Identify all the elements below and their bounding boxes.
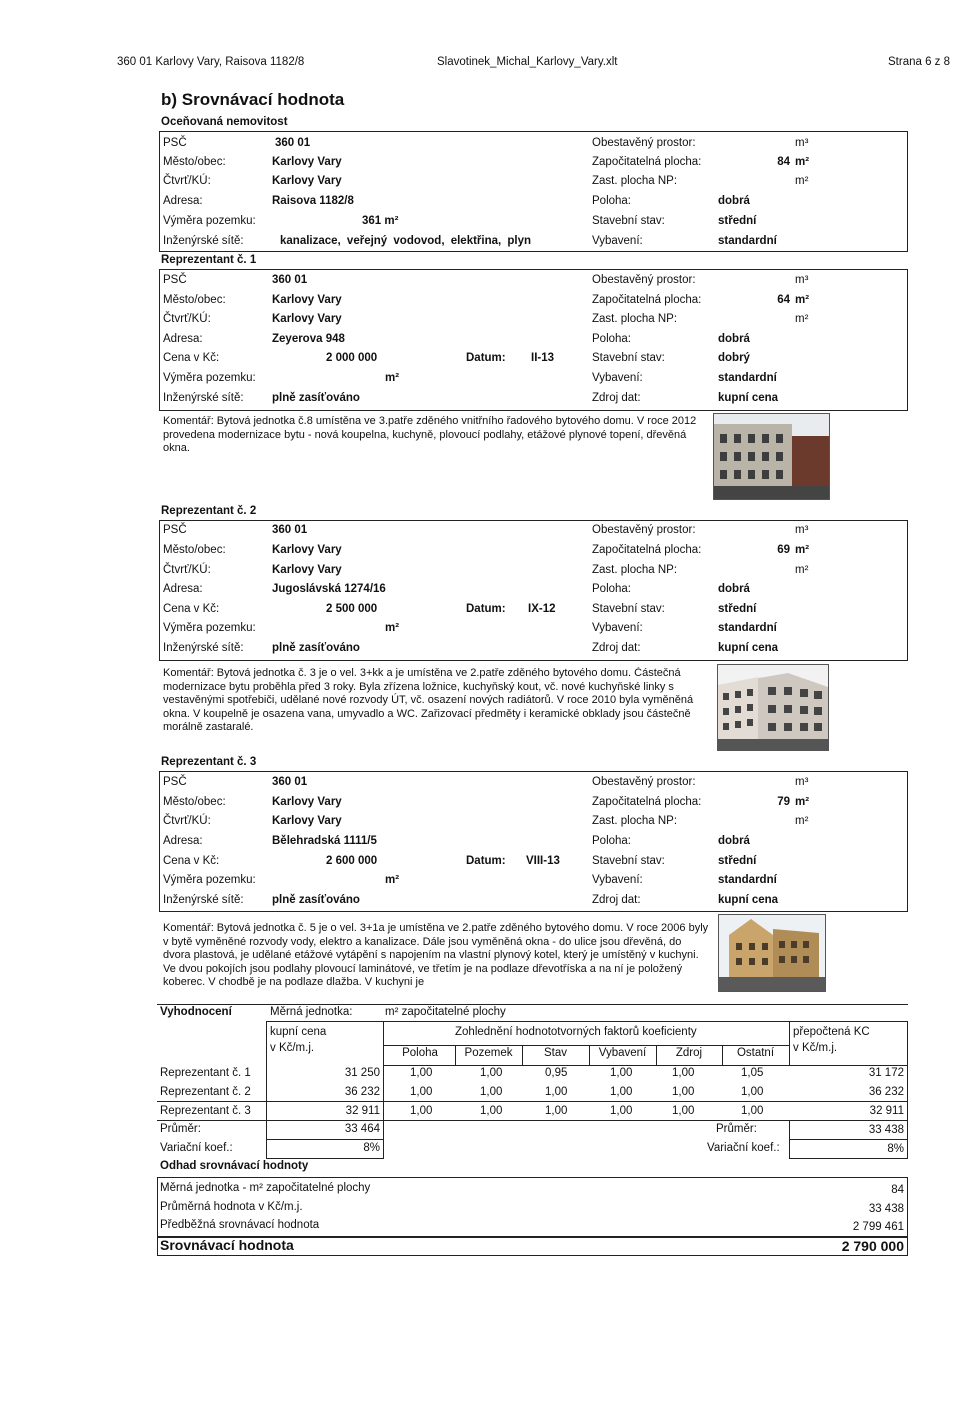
label-ctvrt: Čtvrť/KÚ: bbox=[163, 313, 211, 325]
value-zapocitatelna: 79 bbox=[777, 796, 790, 808]
col-cena-line2: v Kč/m.j. bbox=[270, 1042, 315, 1054]
row-cena: 32 911 bbox=[345, 1105, 380, 1117]
value-vymera: 361 m² bbox=[362, 215, 399, 227]
unit-obestaveny: m³ bbox=[795, 137, 809, 149]
unit-vymera: m² bbox=[385, 874, 400, 886]
rep2-building-photo bbox=[717, 664, 829, 751]
value-adresa: Bělehradská 1111/5 bbox=[272, 835, 377, 847]
value-psc: 360 01 bbox=[272, 274, 308, 286]
rep3-building-photo bbox=[718, 914, 826, 992]
label-mesto: Město/obec: bbox=[163, 544, 226, 556]
eval-factor-rule bbox=[383, 1045, 789, 1046]
value-ctvrt: Karlovy Vary bbox=[272, 313, 342, 325]
label-psc: PSČ bbox=[163, 274, 187, 286]
label-stav: Stavební stav: bbox=[592, 215, 665, 227]
value-mesto: Karlovy Vary bbox=[272, 156, 342, 168]
value-poloha: dobrá bbox=[718, 333, 750, 345]
prumer-label-right: Průměr: bbox=[716, 1123, 757, 1135]
row-prepoctena: 31 172 bbox=[868, 1067, 904, 1079]
factor-head-poloha: Poloha bbox=[402, 1047, 438, 1059]
label-zast: Zast. plocha NP: bbox=[592, 313, 678, 325]
unit-vymera: m² bbox=[385, 372, 400, 384]
eval-mj-value: m² započitatelné plochy bbox=[385, 1006, 506, 1018]
eval-col-divider bbox=[455, 1045, 456, 1065]
value-psc: 360 01 bbox=[272, 524, 308, 536]
eval-col-divider bbox=[722, 1045, 723, 1065]
odhad-mj-value: 84 bbox=[891, 1184, 904, 1196]
row-factor-pozemek: 1,00 bbox=[480, 1086, 503, 1098]
label-stav: Stavební stav: bbox=[592, 352, 665, 364]
label-vymera: Výměra pozemku: bbox=[163, 215, 256, 227]
varkoef-value: 8% bbox=[363, 1142, 380, 1154]
label-vymera: Výměra pozemku: bbox=[163, 874, 256, 886]
label-obestaveny: Obestavěný prostor: bbox=[592, 524, 696, 536]
value-mesto: Karlovy Vary bbox=[272, 544, 342, 556]
factor-head-stav: Stav bbox=[543, 1047, 567, 1059]
value-adresa: Raisova 1182/8 bbox=[272, 195, 354, 207]
row-factor-poloha: 1,00 bbox=[410, 1067, 433, 1079]
label-ctvrt: Čtvrť/KÚ: bbox=[163, 815, 211, 827]
factor-head-vybaveni: Vybavení bbox=[598, 1047, 647, 1059]
row-factor-ostatni: 1,00 bbox=[741, 1086, 764, 1098]
value-datum: II-13 bbox=[531, 352, 555, 364]
label-zapocitatelna: Započitatelná plocha: bbox=[592, 156, 702, 168]
row-factor-stav: 0,95 bbox=[545, 1067, 568, 1079]
odhad-heading: Odhad srovnávací hodnoty bbox=[160, 1160, 309, 1172]
label-datum: Datum: bbox=[466, 603, 506, 615]
label-site: Inženýrské sítě: bbox=[163, 642, 244, 654]
factor-head-ostatni: Ostatní bbox=[736, 1047, 775, 1059]
eval-row-rule bbox=[266, 1139, 383, 1140]
value-adresa: Jugoslávská 1274/16 bbox=[272, 583, 386, 595]
label-ctvrt: Čtvrť/KÚ: bbox=[163, 564, 211, 576]
label-psc: PSČ bbox=[163, 776, 187, 788]
value-vybaveni: standardní bbox=[718, 874, 777, 886]
row-factor-zdroj: 1,00 bbox=[672, 1086, 695, 1098]
row-label: Reprezentant č. 1 bbox=[160, 1067, 251, 1079]
label-cena: Cena v Kč: bbox=[163, 352, 220, 364]
value-vybaveni: standardní bbox=[718, 235, 777, 247]
label-poloha: Poloha: bbox=[592, 583, 632, 595]
col-factors-header: Zohlednění hodnototvorných faktorů koeficienty bbox=[455, 1026, 697, 1038]
eval-row-rule bbox=[157, 1101, 907, 1102]
odhad-prumerna-label: Průměrná hodnota v Kč/m.j. bbox=[160, 1201, 303, 1213]
row-factor-stav: 1,00 bbox=[545, 1105, 568, 1117]
label-cena: Cena v Kč: bbox=[163, 855, 220, 867]
value-site: plně zasíťováno bbox=[272, 894, 360, 906]
eval-col-divider bbox=[589, 1045, 590, 1065]
value-adresa: Zeyerova 948 bbox=[272, 333, 345, 345]
label-vybaveni: Vybavení: bbox=[592, 622, 643, 634]
label-zast: Zast. plocha NP: bbox=[592, 564, 678, 576]
eval-col-divider bbox=[789, 1021, 790, 1065]
label-zdroj: Zdroj dat: bbox=[592, 642, 641, 654]
eval-row-rule bbox=[789, 1158, 907, 1159]
eval-header-rule bbox=[266, 1021, 907, 1022]
label-vymera: Výměra pozemku: bbox=[163, 622, 256, 634]
value-psc: 360 01 bbox=[275, 137, 311, 149]
label-mesto: Město/obec: bbox=[163, 796, 226, 808]
eval-col-divider bbox=[383, 1021, 384, 1159]
final-label: Srovnávací hodnota bbox=[160, 1237, 294, 1253]
prumer-value-right: 33 438 bbox=[868, 1124, 904, 1136]
value-vybaveni: standardní bbox=[718, 622, 777, 634]
col-prepoctena-line2: v Kč/m.j. bbox=[793, 1042, 838, 1054]
label-zast: Zast. plocha NP: bbox=[592, 815, 678, 827]
header-page-number: Strana 6 z 8 bbox=[888, 56, 951, 68]
eval-row-rule bbox=[266, 1158, 383, 1159]
value-stav: střední bbox=[718, 855, 757, 867]
label-vybaveni: Vybavení: bbox=[592, 874, 643, 886]
label-adresa: Adresa: bbox=[163, 333, 203, 345]
eval-col-divider bbox=[907, 1021, 908, 1159]
value-zapocitatelna: 84 bbox=[777, 156, 790, 168]
value-stav: střední bbox=[718, 603, 757, 615]
row-factor-pozemek: 1,00 bbox=[480, 1105, 503, 1117]
unit-zast: m² bbox=[795, 564, 809, 576]
label-mesto: Město/obec: bbox=[163, 156, 226, 168]
value-datum: IX-12 bbox=[528, 603, 556, 615]
final-value: 2 790 000 bbox=[841, 1238, 904, 1254]
value-site: plně zasíťováno bbox=[272, 392, 360, 404]
col-cena-line1: kupní cena bbox=[270, 1026, 327, 1038]
value-cena: 2 500 000 bbox=[326, 603, 378, 615]
label-datum: Datum: bbox=[466, 352, 506, 364]
header-filename: Slavotinek_Michal_Karlovy_Vary.xlt bbox=[437, 56, 618, 68]
factor-head-pozemek: Pozemek bbox=[464, 1047, 513, 1059]
eval-col-divider bbox=[656, 1045, 657, 1065]
prumer-label: Průměr: bbox=[160, 1123, 201, 1135]
label-stav: Stavební stav: bbox=[592, 603, 665, 615]
label-poloha: Poloha: bbox=[592, 835, 632, 847]
unit-obestaveny: m³ bbox=[795, 776, 809, 788]
unit-zast: m² bbox=[795, 815, 809, 827]
value-psc: 360 01 bbox=[272, 776, 308, 788]
value-ctvrt: Karlovy Vary bbox=[272, 815, 342, 827]
rep2-heading: Reprezentant č. 2 bbox=[161, 505, 257, 517]
odhad-prumerna-value: 33 438 bbox=[868, 1203, 904, 1215]
value-cena: 2 600 000 bbox=[326, 855, 378, 867]
unit-zast: m² bbox=[795, 313, 809, 325]
label-vymera: Výměra pozemku: bbox=[163, 372, 256, 384]
label-cena: Cena v Kč: bbox=[163, 603, 220, 615]
label-adresa: Adresa: bbox=[163, 195, 203, 207]
label-psc: PSČ bbox=[163, 524, 187, 536]
label-site: Inženýrské sítě: bbox=[163, 235, 244, 247]
value-datum: VIII-13 bbox=[526, 855, 560, 867]
row-prepoctena: 36 232 bbox=[868, 1086, 904, 1098]
eval-heading: Vyhodnocení bbox=[160, 1006, 232, 1018]
col-prepoctena-line1: přepočtená KC bbox=[793, 1026, 870, 1038]
value-site: kanalizace, veřejný vodovod, elektřina, plyn bbox=[280, 235, 532, 247]
label-adresa: Adresa: bbox=[163, 583, 203, 595]
label-ctvrt: Čtvrť/KÚ: bbox=[163, 175, 211, 187]
row-prepoctena: 32 911 bbox=[869, 1105, 904, 1117]
unit-obestaveny: m³ bbox=[795, 524, 809, 536]
label-obestaveny: Obestavěný prostor: bbox=[592, 776, 696, 788]
label-site: Inženýrské sítě: bbox=[163, 392, 244, 404]
row-factor-ostatni: 1,05 bbox=[741, 1067, 764, 1079]
unit-zapocitatelna: m² bbox=[795, 544, 810, 556]
rep1-heading: Reprezentant č. 1 bbox=[161, 254, 257, 266]
page-title: b) Srovnávací hodnota bbox=[161, 90, 345, 109]
label-vybaveni: Vybavení: bbox=[592, 235, 643, 247]
label-psc: PSČ bbox=[163, 137, 187, 149]
label-poloha: Poloha: bbox=[592, 195, 632, 207]
label-poloha: Poloha: bbox=[592, 333, 632, 345]
rep3-heading: Reprezentant č. 3 bbox=[161, 756, 257, 768]
value-mesto: Karlovy Vary bbox=[272, 796, 342, 808]
row-factor-stav: 1,00 bbox=[545, 1086, 568, 1098]
value-vybaveni: standardní bbox=[718, 372, 777, 384]
eval-row-rule bbox=[157, 1120, 907, 1121]
row-factor-vybaveni: 1,00 bbox=[610, 1086, 633, 1098]
unit-zapocitatelna: m² bbox=[795, 294, 810, 306]
value-stav: dobrý bbox=[718, 352, 750, 364]
value-ctvrt: Karlovy Vary bbox=[272, 175, 342, 187]
value-zdroj: kupní cena bbox=[718, 392, 779, 404]
row-factor-poloha: 1,00 bbox=[410, 1086, 433, 1098]
odhad-predbezna-label: Předběžná srovnávací hodnota bbox=[160, 1219, 320, 1231]
prumer-value: 33 464 bbox=[344, 1123, 380, 1135]
row-label: Reprezentant č. 2 bbox=[160, 1086, 251, 1098]
value-zapocitatelna: 64 bbox=[777, 294, 790, 306]
label-zapocitatelna: Započitatelná plocha: bbox=[592, 796, 702, 808]
eval-mj-label: Měrná jednotka: bbox=[270, 1006, 353, 1018]
odhad-predbezna-value: 2 799 461 bbox=[852, 1221, 904, 1233]
row-factor-vybaveni: 1,00 bbox=[610, 1067, 633, 1079]
rep1-building-photo bbox=[713, 413, 830, 500]
varkoef-value-right: 8% bbox=[887, 1143, 904, 1155]
row-factor-poloha: 1,00 bbox=[410, 1105, 433, 1117]
eval-factor-bottom-rule bbox=[383, 1065, 907, 1066]
varkoef-label-right: Variační koef.: bbox=[707, 1142, 780, 1154]
eval-top-rule bbox=[157, 1004, 908, 1005]
label-stav: Stavební stav: bbox=[592, 855, 665, 867]
value-zapocitatelna: 69 bbox=[777, 544, 790, 556]
value-poloha: dobrá bbox=[718, 195, 750, 207]
header-address: 360 01 Karlovy Vary, Raisova 1182/8 bbox=[117, 56, 305, 68]
subject-heading: Oceňovaná nemovitost bbox=[161, 116, 288, 128]
rep1-comment: Komentář: Bytová jednotka č.8 umístěna ve 3.patře zděného vnitřního řadového bytového domu. V roce 2012 provedena modernizace bytu - nová koupelna, kuchyně, plovoucí podlahy, etážové plynové topení, dřevěná okna. bbox=[163, 415, 697, 454]
value-ctvrt: Karlovy Vary bbox=[272, 564, 342, 576]
label-zast: Zast. plocha NP: bbox=[592, 175, 678, 187]
rep3-comment: Komentář: Bytová jednotka č. 5 je o vel. 3+1a je umístěna ve 2.patře zděného bytového domu. V roce 2006 byly v bytě vyměněné rozvody vody, elektro a kanalizace. Dále jsou vyměněná okna - do ulice jsou dřevěná, do dvora plastová, je udělané etážové vytápění s napojením na vlastní plynový kotel, který je umístěný v kuchyni. Ve dvou pokojích jsou podlahy plovoucí laminátové, ve třetím je na podlaze dřevotříska a na ní je položený koberec. V chodbě je na podlaze dlažba. V kuchyni je bbox=[163, 922, 709, 988]
varkoef-label: Variační koef.: bbox=[160, 1142, 233, 1154]
label-obestaveny: Obestavěný prostor: bbox=[592, 274, 696, 286]
unit-zast: m² bbox=[795, 175, 809, 187]
eval-col-divider bbox=[789, 1120, 790, 1158]
row-factor-ostatni: 1,00 bbox=[741, 1105, 764, 1117]
row-cena: 31 250 bbox=[344, 1067, 380, 1079]
value-poloha: dobrá bbox=[718, 835, 750, 847]
unit-zapocitatelna: m² bbox=[795, 796, 810, 808]
row-cena: 36 232 bbox=[344, 1086, 380, 1098]
label-obestaveny: Obestavěný prostor: bbox=[592, 137, 696, 149]
row-factor-zdroj: 1,00 bbox=[672, 1067, 695, 1079]
label-zdroj: Zdroj dat: bbox=[592, 894, 641, 906]
eval-row-rule bbox=[789, 1139, 907, 1140]
row-factor-zdroj: 1,00 bbox=[672, 1105, 695, 1117]
rep2-comment: Komentář: Bytová jednotka č. 3 je o vel. 3+kk a je umístěna ve 2.patře zděného bytového domu. Částečná modernizace bytu proběhla před 3 roky. Byla zřízena ložnice, kuchyňský kout, vč. nové kuchyňské linky s vestavěnými spotřebiči, udělané nové rozvody ÚT, vč. osazení nových radiátorů. V roce 2010 byla vyměněná okna. V koupelně je osazena vana, umyvadlo a WC. Zařizovací předměty i keramické obklady jsou částečně morálně zastaralé. bbox=[163, 667, 694, 733]
value-zdroj: kupní cena bbox=[718, 894, 779, 906]
unit-vymera: m² bbox=[385, 622, 400, 634]
value-site: plně zasíťováno bbox=[272, 642, 360, 654]
label-adresa: Adresa: bbox=[163, 835, 203, 847]
value-zdroj: kupní cena bbox=[718, 642, 779, 654]
subject-box bbox=[159, 131, 908, 252]
label-vybaveni: Vybavení: bbox=[592, 372, 643, 384]
value-cena: 2 000 000 bbox=[326, 352, 378, 364]
label-datum: Datum: bbox=[466, 855, 506, 867]
row-factor-vybaveni: 1,00 bbox=[610, 1105, 633, 1117]
row-label: Reprezentant č. 3 bbox=[160, 1105, 251, 1117]
label-site: Inženýrské sítě: bbox=[163, 894, 244, 906]
label-zapocitatelna: Započitatelná plocha: bbox=[592, 294, 702, 306]
label-zapocitatelna: Započitatelná plocha: bbox=[592, 544, 702, 556]
value-poloha: dobrá bbox=[718, 583, 750, 595]
factor-head-zdroj: Zdroj bbox=[675, 1047, 703, 1059]
value-stav: střední bbox=[718, 215, 757, 227]
eval-col-divider bbox=[522, 1045, 523, 1065]
label-zdroj: Zdroj dat: bbox=[592, 392, 641, 404]
unit-zapocitatelna: m² bbox=[795, 156, 810, 168]
value-mesto: Karlovy Vary bbox=[272, 294, 342, 306]
label-mesto: Město/obec: bbox=[163, 294, 226, 306]
odhad-mj-label: Měrná jednotka - m² započitatelné plochy bbox=[160, 1182, 371, 1194]
row-factor-pozemek: 1,00 bbox=[480, 1067, 503, 1079]
unit-obestaveny: m³ bbox=[795, 274, 809, 286]
